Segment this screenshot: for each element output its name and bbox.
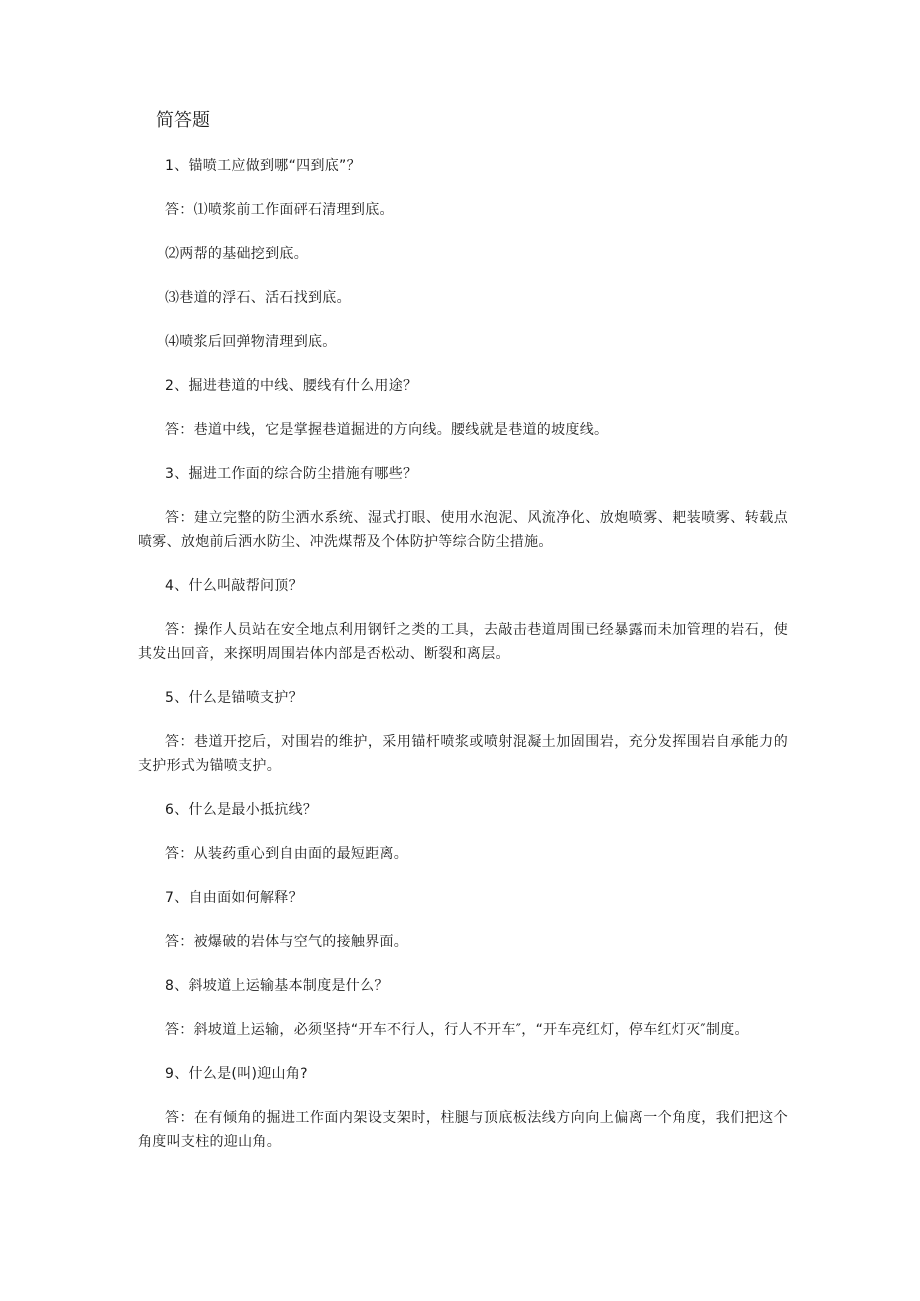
question-6: 6、什么是最小抵抗线？ — [165, 802, 318, 818]
question-2: 2、掘进巷道的中线、腰线有什么用途？ — [165, 378, 418, 394]
answer-5: 答：巷道开挖后，对围岩的维护，采用锚杆喷浆或喷射混凝土加固围岩，充分发挥围岩自承能力的支护形式为锚喷支护。 — [138, 734, 788, 774]
answer-2: 答：巷道中线，它是掌握巷道掘进的方向线。腰线就是巷道的坡度线。 — [165, 422, 609, 438]
answer-1-item-3: ⑶巷道的浮石、活石找到底。 — [165, 290, 351, 306]
question-1: 1、锚喷工应做到哪“四到底”？ — [165, 158, 361, 174]
question-5: 5、什么是锚喷支护？ — [165, 690, 303, 706]
answer-6: 答：从装药重心到自由面的最短距离。 — [165, 846, 409, 862]
document-title: 简答题 — [156, 110, 210, 131]
answer-1-item-2: ⑵两帮的基础挖到底。 — [165, 246, 308, 262]
question-4: 4、什么叫敲帮问顶？ — [165, 578, 303, 594]
question-8: 8、斜坡道上运输基本制度是什么？ — [165, 978, 389, 994]
question-9: 9、什么是(叫)迎山角? — [165, 1066, 308, 1082]
answer-4: 答：操作人员站在安全地点利用钢钎之类的工具，去敲击巷道周围已经暴露而未加管理的岩石，使其发出回音，来探明周围岩体内部是否松动、断裂和离层。 — [138, 622, 788, 662]
answer-7: 答：被爆破的岩体与空气的接触界面。 — [165, 934, 409, 950]
answer-3: 答：建立完整的防尘洒水系统、湿式打眼、使用水泡泥、风流净化、放炮喷雾、耙装喷雾、转载点喷雾、放炮前后洒水防尘、冲洗煤帮及个体防护等综合防尘措施。 — [138, 510, 788, 550]
answer-8: 答：斜坡道上运输，必须坚持“开车不行人，行人不开车″，“开车亮红灯，停车红灯灭″制度。 — [165, 1022, 749, 1038]
question-7: 7、自由面如何解释？ — [165, 890, 303, 906]
answer-1-item-4: ⑷喷浆后回弹物清理到底。 — [165, 334, 337, 350]
document-body — [138, 108, 788, 1174]
question-3: 3、掘进工作面的综合防尘措施有哪些？ — [165, 466, 418, 482]
answer-1-item-1: 答：⑴喷浆前工作面砰石清理到底。 — [165, 202, 394, 218]
answer-9: 答：在有倾角的掘进工作面内架设支架时，柱腿与顶底板法线方向向上偏离一个角度，我们把这个角度叫支柱的迎山角。 — [138, 1110, 788, 1150]
